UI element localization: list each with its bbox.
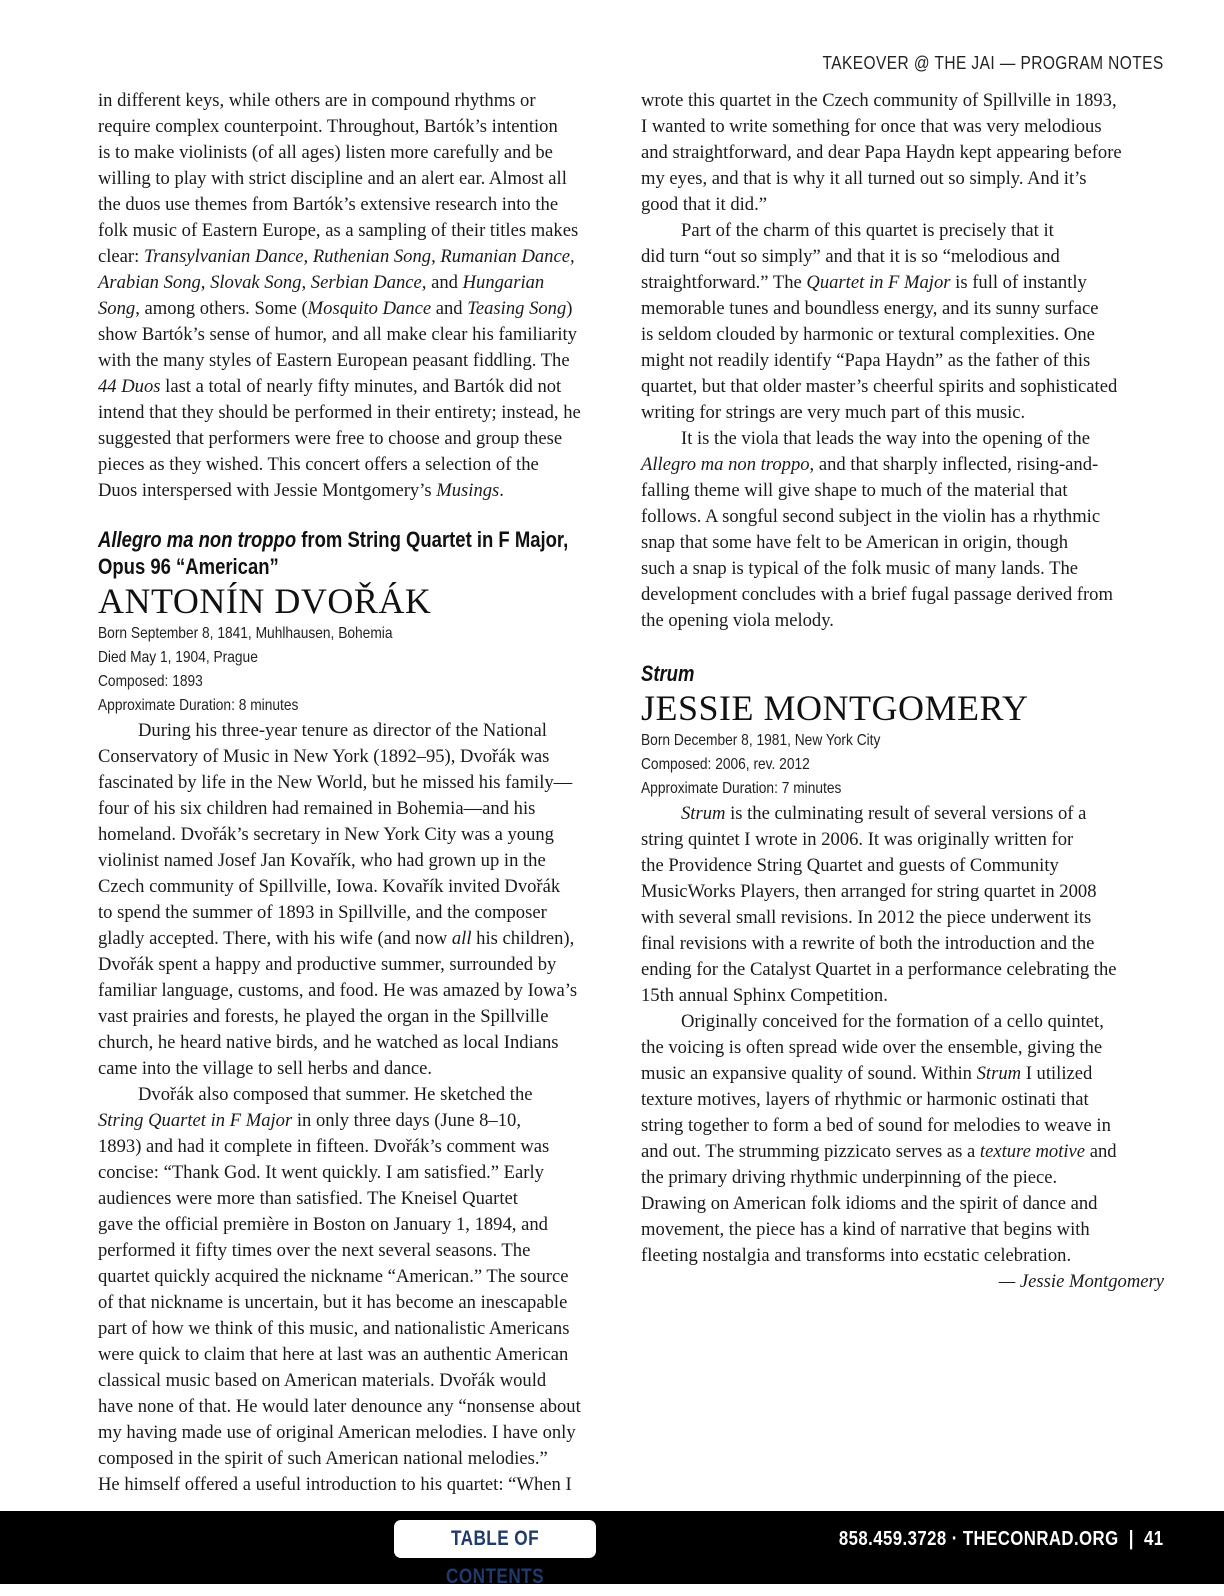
bartok-intro-paragraph: in different keys, while others are in compound rhythms or require complex counterpoint. Throughout, Bartók’s intention is to make violinists (of all ages) listen more carefully and be willing to play with strict discipline and an alert ear. Almost all the duos use themes from Bartók’s extensive research into the folk music of Eastern Europe, as a sampling of their titles makes clear: Transylvanian Dance, Ruthenian Song, Rumanian Dance, Arabian Song, Slovak Song, Serbian Dance, and Hungarian Song, among others. Some (Mosquito Dance and Teasing Song) show Bartók’s sense of humor, and all make clear his familiarity with the many styles of Eastern European peasant fiddling. The 44 Duos last a total of nearly fifty minutes, and Bartók did not intend that they should be performed in their entirety; instead, he suggested that performers were free to choose and group these pieces as they wished. This concert offers a selection of the Duos interspersed with Jessie Montgomery’s Musings.	[98, 90, 581, 501]
strum-paragraph-1: Strum is the culminating result of several versions of a string quintet I wrote in 2006. It was originally written for the Providence String Quartet and guests of Community MusicWorks Players, then arranged for string quartet in 2008 with several small revisions. In 2012 the piece underwent its final revisions with a rewrite of both the introduction and the ending for the Catalyst Quartet in a performance celebrating the 15th annual Sphinx Competition.	[641, 803, 1117, 1006]
montgomery-composed: Composed: 2006, rev. 2012	[641, 756, 810, 773]
piece-title-dvorak: Allegro ma non troppo from String Quartet in F Major,	[98, 527, 569, 552]
author-signature: — Jessie Montgomery	[998, 1271, 1164, 1292]
dvorak-paragraph-2: Dvořák also composed that summer. He sketched the String Quartet in F Major in only three days (June 8–10, 1893) and had it complete in fifteen. Dvořák’s comment was concise: “Thank God. It went quickly. I am satisfied.” Early audiences were more than satisfied. The Kneisel Quartet gave the official première in Boston on January 1, 1894, and performed it fifty times over the next several seasons. The quartet quickly acquired the nickname “American.” The source of that nickname is uncertain, but it has become an inescapable part of how we think of this music, and nationalistic Americans were quick to claim that here at last was an authentic American classical music based on American materials. Dvořák would have none of that. He would later denounce any “nonsense about my having made use of original American melodies. I have only composed in the spirit of such American national melodies.” He himself offered a useful introduction to his quartet: “When I	[98, 1084, 581, 1495]
viola-paragraph: It is the viola that leads the way into the opening of the Allegro ma non troppo, and that sharply inflected, rising-and- falling theme will give shape to much of the material that follows. A songful second subject in the violin has a rhythmic snap that some have felt to be American in origin, though such a snap is typical of the folk music of many lands. The development concludes with a brief fugal passage derived from the opening viola melody.	[641, 428, 1113, 631]
charm-paragraph: Part of the charm of this quartet is precisely that it did turn “out so simply” and that it is so “melodious and straightforward.” The Quartet in F Major is full of instantly memorable tunes and boundless energy, and its sunny surface is seldom clouded by harmonic or textural complexities. One might not readily identify “Papa Haydn” as the father of this quartet, but that older master’s cheerful spirits and sophisticated writing for strings are very much part of this music.	[641, 220, 1118, 423]
dvorak-paragraph-1: During his three-year tenure as director of the National Conservatory of Music in New York (1892–95), Dvořák was fascinated by life in the New World, but he missed his family— four of his six children had remained in Bohemia—and his homeland. Dvořák’s secretary in New York City was a young violinist named Josef Jan Kovařík, who had grown up in the Czech community of Spillville, Iowa. Kovařík invited Dvořák to spend the summer of 1893 in Spillville, and the composer gladly accepted. There, with his wife (and now all his children), Dvořák spent a happy and productive summer, surrounded by familiar language, customs, and food. He was amazed by Iowa’s vast prairies and forests, he played the organ in the Spillville church, he heard native birds, and he watched as local Indians came into the village to sell herbs and dance.	[98, 720, 578, 1079]
footer-bar	[0, 1511, 1224, 1588]
footer-separator: |	[1129, 1528, 1135, 1550]
page-number: 41	[1144, 1528, 1164, 1550]
montgomery-duration: Approximate Duration: 7 minutes	[641, 780, 842, 797]
dvorak-continued-paragraph: wrote this quartet in the Czech community of Spillville in 1893, I wanted to write something for once that was very melodious and straightforward, and dear Papa Haydn kept appearing before my eyes, and that is why it all turned out so simply. And it’s good that it did.”	[641, 90, 1122, 215]
piece-title-dvorak-line2: Opus 96 “American”	[98, 554, 279, 579]
dvorak-duration: Approximate Duration: 8 minutes	[98, 697, 299, 714]
table-of-contents-button[interactable]: TABLE OF CONTENTS	[394, 1520, 596, 1558]
right-column	[641, 88, 1164, 1295]
composer-name-montgomery: JESSIE MONTGOMERY	[641, 688, 1029, 728]
dvorak-composed: Composed: 1893	[98, 673, 203, 690]
strum-paragraph-2: Originally conceived for the formation of a cello quintet, the voicing is often spread wide over the ensemble, giving the music an expansive quality of sound. Within Strum I utilized texture motives, layers of rhythmic or harmonic ostinati that string together to form a bed of sound for melodies to weave in and out. The strumming pizzicato serves as a texture motive and the primary driving rhythmic underpinning of the piece. Drawing on American folk idioms and the spirit of dance and movement, the piece has a kind of narrative that begins with fleeting nostalgia and transforms into ecstatic celebration.	[641, 1011, 1117, 1266]
left-column	[98, 88, 618, 1498]
footer-phone: 858.459.3728	[839, 1528, 948, 1550]
footer-contact	[839, 1528, 1164, 1551]
dvorak-born: Born September 8, 1841, Muhlhausen, Bohemia	[98, 625, 393, 642]
footer-website-link[interactable]: THECONRAD.ORG	[963, 1528, 1120, 1550]
montgomery-born: Born December 8, 1981, New York City	[641, 732, 881, 749]
composer-name-dvorak: ANTONÍN DVOŘÁK	[98, 581, 432, 621]
dvorak-died: Died May 1, 1904, Prague	[98, 649, 258, 666]
running-header: TAKEOVER @ THE JAI — PROGRAM NOTES	[822, 53, 1164, 73]
piece-title-strum: Strum	[641, 661, 695, 686]
footer-dot: ·	[952, 1528, 959, 1550]
